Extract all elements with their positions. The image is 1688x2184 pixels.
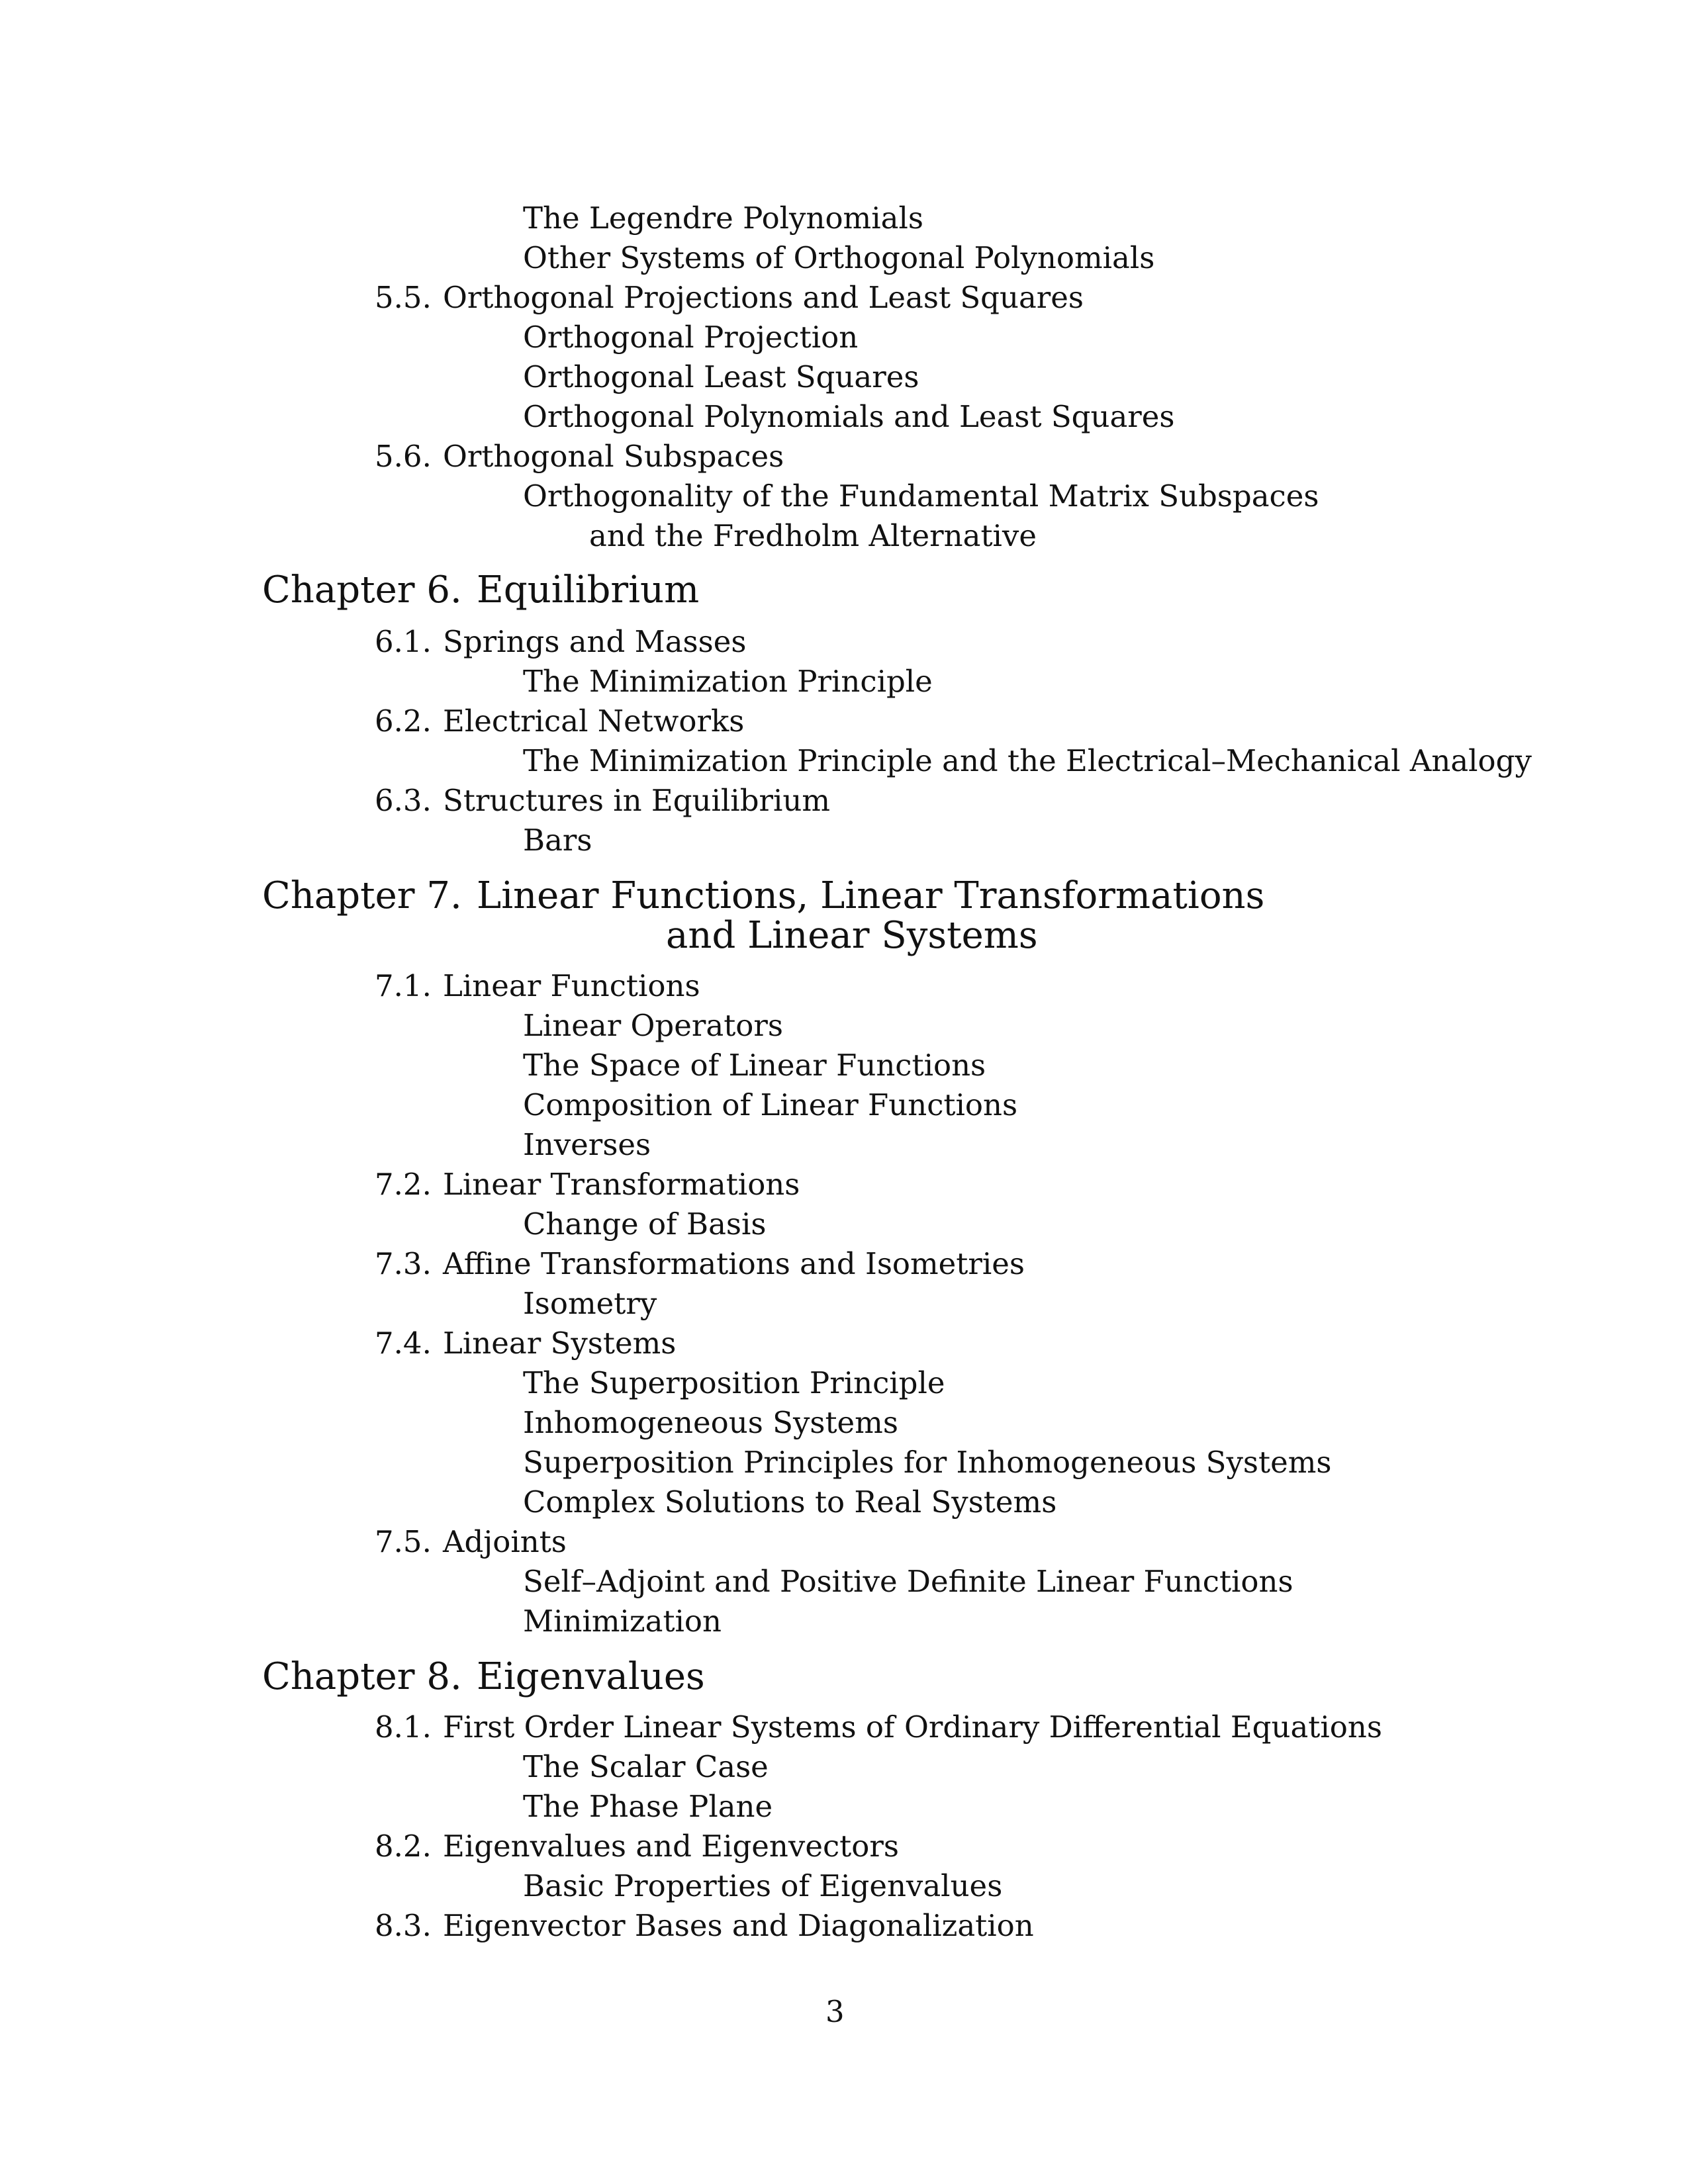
section-number: 5.6. bbox=[375, 439, 432, 474]
subsection-entry: The Minimization Principle and the Electrical–Mechanical Analogy bbox=[523, 743, 1532, 778]
subsection-entry: Inhomogeneous Systems bbox=[523, 1405, 898, 1440]
section-number: 7.2. bbox=[375, 1167, 432, 1202]
section-title: Linear Transformations bbox=[443, 1167, 800, 1202]
section-number: 6.3. bbox=[375, 783, 432, 818]
subsection-entry: Complex Solutions to Real Systems bbox=[523, 1484, 1057, 1520]
section-number: 5.5. bbox=[375, 280, 432, 315]
subsection-entry: The Space of Linear Functions bbox=[523, 1048, 986, 1083]
section-title: Eigenvalues and Eigenvectors bbox=[443, 1829, 899, 1864]
subsection-entry: The Superposition Principle bbox=[523, 1365, 945, 1400]
subsection-entry: Composition of Linear Functions bbox=[523, 1087, 1018, 1122]
section-number: 7.1. bbox=[375, 968, 432, 1003]
section-number: 8.1. bbox=[375, 1709, 432, 1745]
section-number: 8.3. bbox=[375, 1908, 432, 1943]
section-number: 7.3. bbox=[375, 1246, 432, 1281]
page-number: 3 bbox=[825, 1994, 845, 2029]
subsection-entry: The Minimization Principle bbox=[523, 664, 933, 699]
subsection-entry: Change of Basis bbox=[523, 1206, 767, 1242]
section-title: Orthogonal Subspaces bbox=[443, 439, 784, 474]
section-number: 6.1. bbox=[375, 624, 432, 659]
section-title: Orthogonal Projections and Least Squares bbox=[443, 280, 1084, 315]
subsection-entry: Isometry bbox=[523, 1286, 657, 1321]
section-number: 8.2. bbox=[375, 1829, 432, 1864]
subsection-entry: Orthogonality of the Fundamental Matrix Subspaces bbox=[523, 478, 1319, 514]
section-title: Structures in Equilibrium bbox=[443, 783, 831, 818]
section-title: Adjoints bbox=[443, 1524, 567, 1559]
subsection-entry: Self–Adjoint and Positive Definite Linear Functions bbox=[523, 1564, 1293, 1599]
subsection-entry: Orthogonal Projection bbox=[523, 320, 859, 355]
subsection-entry: Inverses bbox=[523, 1127, 651, 1162]
chapter-title: Eigenvalues bbox=[477, 1655, 705, 1698]
section-title: Eigenvector Bases and Diagonalization bbox=[443, 1908, 1034, 1943]
subsection-entry: Orthogonal Polynomials and Least Squares bbox=[523, 399, 1175, 434]
chapter-label: Chapter 7. bbox=[262, 874, 462, 917]
subsection-continuation: and the Fredholm Alternative bbox=[589, 518, 1037, 553]
section-number: 6.2. bbox=[375, 704, 432, 739]
chapter-label: Chapter 6. bbox=[262, 569, 462, 612]
section-title: First Order Linear Systems of Ordinary Differential Equations bbox=[443, 1709, 1382, 1745]
subsection-entry: The Scalar Case bbox=[523, 1749, 769, 1784]
section-title: Affine Transformations and Isometries bbox=[443, 1246, 1025, 1281]
subsection-entry: The Legendre Polynomials bbox=[523, 201, 923, 236]
subsection-entry: The Phase Plane bbox=[523, 1789, 773, 1824]
subsection-entry: Superposition Principles for Inhomogeneous Systems bbox=[523, 1445, 1332, 1480]
chapter-title: Equilibrium bbox=[477, 569, 700, 612]
section-number: 7.4. bbox=[375, 1326, 432, 1361]
chapter-title: Linear Functions, Linear Transformations bbox=[477, 874, 1265, 917]
chapter-label: Chapter 8. bbox=[262, 1655, 462, 1698]
section-title: Linear Functions bbox=[443, 968, 700, 1003]
section-title: Electrical Networks bbox=[443, 704, 745, 739]
subsection-entry: Minimization bbox=[523, 1604, 722, 1639]
section-number: 7.5. bbox=[375, 1524, 432, 1559]
subsection-entry: Linear Operators bbox=[523, 1008, 783, 1043]
section-title: Linear Systems bbox=[443, 1326, 677, 1361]
subsection-entry: Orthogonal Least Squares bbox=[523, 359, 919, 394]
section-title: Springs and Masses bbox=[443, 624, 747, 659]
chapter-title-continuation: and Linear Systems bbox=[666, 914, 1038, 957]
subsection-entry: Basic Properties of Eigenvalues bbox=[523, 1868, 1003, 1903]
subsection-entry: Bars bbox=[523, 823, 592, 858]
subsection-entry: Other Systems of Orthogonal Polynomials bbox=[523, 240, 1155, 275]
